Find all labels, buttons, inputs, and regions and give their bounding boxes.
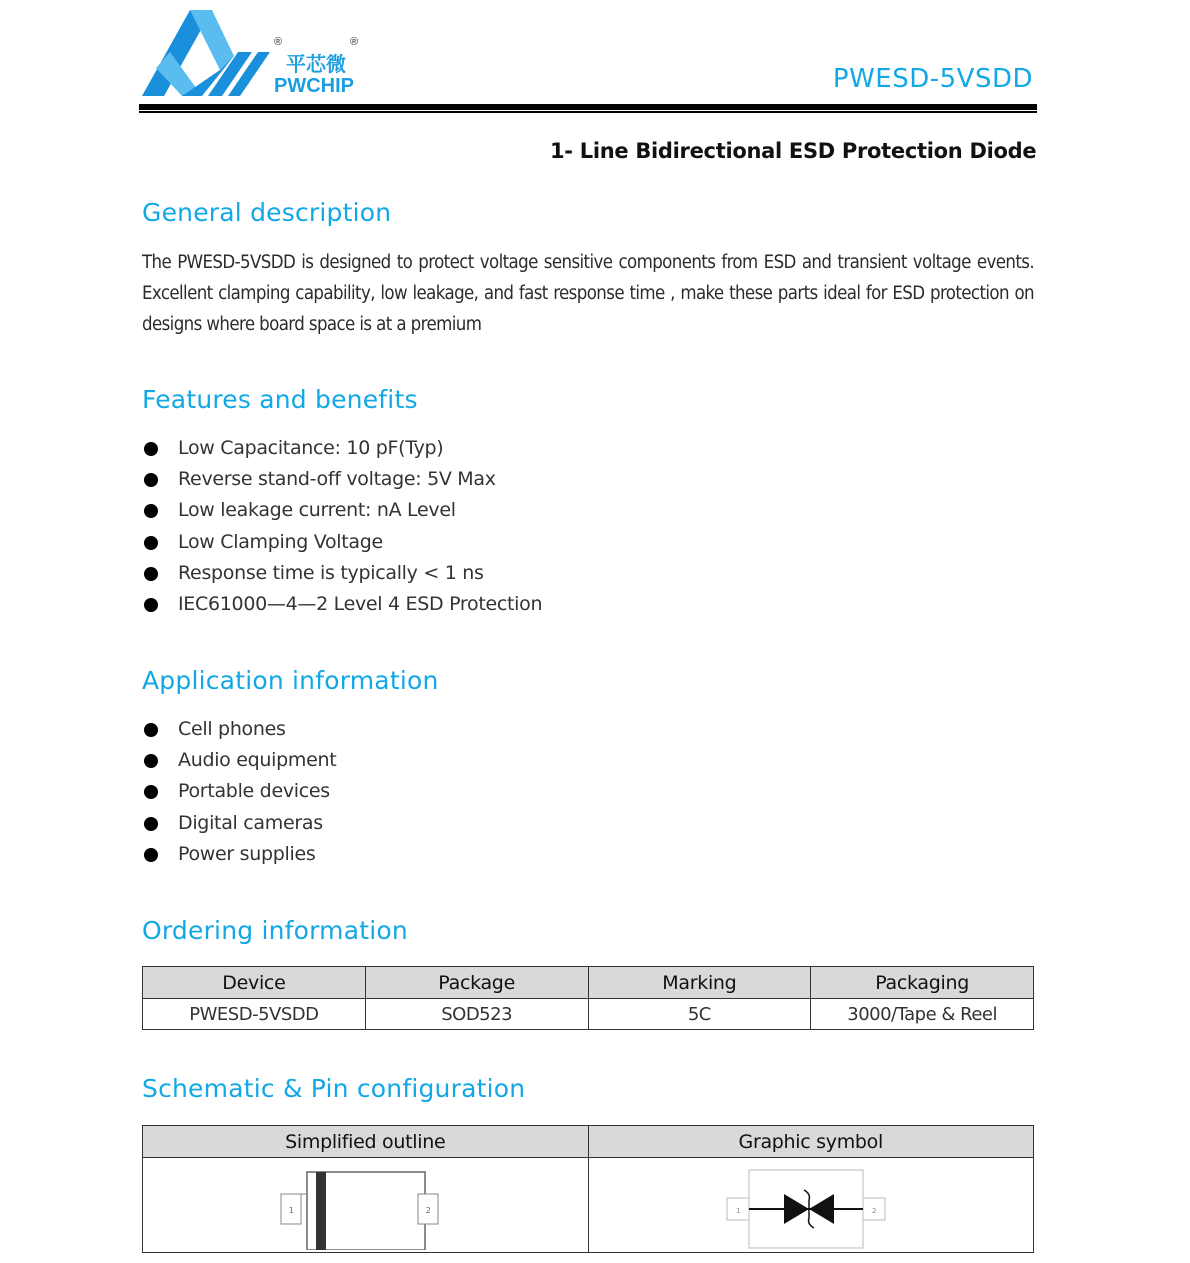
bullet-icon bbox=[144, 567, 158, 581]
cell-package: SOD523 bbox=[365, 999, 588, 1030]
application-item: Portable devices bbox=[142, 776, 336, 807]
package-outline-icon bbox=[265, 1160, 465, 1250]
bullet-icon bbox=[144, 848, 158, 862]
bullet-icon bbox=[144, 754, 158, 768]
application-item: Cell phones bbox=[142, 714, 336, 745]
ordering-table bbox=[142, 966, 1034, 1030]
registered-mark: ® bbox=[350, 36, 359, 48]
general-description-heading: General description bbox=[142, 198, 392, 227]
feature-item: Reverse stand-off voltage: 5V Max bbox=[142, 464, 542, 495]
logo-english-name: PWCHIP bbox=[274, 75, 354, 97]
column-header-outline: Simplified outline bbox=[143, 1126, 589, 1158]
symbol-cell bbox=[588, 1158, 1034, 1253]
feature-item: IEC61000—4—2 Level 4 ESD Protection bbox=[142, 589, 542, 620]
application-item: Digital cameras bbox=[142, 808, 336, 839]
bullet-icon bbox=[144, 536, 158, 550]
schematic-table bbox=[142, 1125, 1034, 1253]
bidirectional-diode-symbol-icon bbox=[711, 1160, 911, 1250]
feature-item: Response time is typically < 1 ns bbox=[142, 558, 542, 589]
bullet-icon bbox=[144, 817, 158, 831]
feature-item: Low Clamping Voltage bbox=[142, 527, 542, 558]
cell-marking: 5C bbox=[588, 999, 811, 1030]
document-subtitle: 1- Line Bidirectional ESD Protection Diode bbox=[550, 139, 1037, 163]
svg-text:2: 2 bbox=[425, 1206, 431, 1215]
company-logo bbox=[142, 8, 372, 100]
column-header-packaging: Packaging bbox=[811, 967, 1034, 999]
column-header-marking: Marking bbox=[588, 967, 811, 999]
table-row bbox=[143, 1158, 1034, 1253]
registered-mark: ® bbox=[274, 36, 283, 48]
application-item: Power supplies bbox=[142, 839, 336, 870]
cell-device: PWESD-5VSDD bbox=[143, 999, 366, 1030]
ordering-heading: Ordering information bbox=[142, 916, 408, 945]
bullet-icon bbox=[144, 504, 158, 518]
column-header-symbol: Graphic symbol bbox=[588, 1126, 1034, 1158]
header-divider-thin bbox=[139, 111, 1037, 113]
outline-cell bbox=[143, 1158, 589, 1253]
cell-packaging: 3000/Tape & Reel bbox=[811, 999, 1034, 1030]
general-description-text: The PWESD-5VSDD is designed to protect voltage sensitive components from ESD and transient voltage events. Excellent clamping capability, low leakage, and fast response time , make these parts ideal for ESD protection on designs where board space is at a premium bbox=[142, 252, 1034, 335]
pwchip-logo-mark-icon bbox=[142, 8, 277, 100]
features-heading: Features and benefits bbox=[142, 385, 418, 414]
features-list bbox=[142, 433, 542, 620]
logo-chinese-name: 平芯微 bbox=[286, 52, 346, 76]
svg-text:1: 1 bbox=[735, 1207, 740, 1215]
part-number-title: PWESD-5VSDD bbox=[832, 64, 1033, 94]
svg-text:1: 1 bbox=[288, 1206, 294, 1215]
header-divider bbox=[139, 104, 1037, 110]
application-heading: Application information bbox=[142, 666, 439, 695]
bullet-icon bbox=[144, 723, 158, 737]
schematic-heading: Schematic & Pin configuration bbox=[142, 1074, 526, 1103]
bullet-icon bbox=[144, 785, 158, 799]
bullet-icon bbox=[144, 598, 158, 612]
bullet-icon bbox=[144, 473, 158, 487]
feature-item: Low leakage current: nA Level bbox=[142, 495, 542, 526]
svg-text:2: 2 bbox=[871, 1207, 876, 1215]
applications-list bbox=[142, 714, 336, 870]
bullet-icon bbox=[144, 442, 158, 456]
column-header-device: Device bbox=[143, 967, 366, 999]
table-header-row bbox=[143, 1126, 1034, 1158]
feature-item: Low Capacitance: 10 pF(Typ) bbox=[142, 433, 542, 464]
table-header-row bbox=[143, 967, 1034, 999]
table-row bbox=[143, 999, 1034, 1030]
application-item: Audio equipment bbox=[142, 745, 336, 776]
column-header-package: Package bbox=[365, 967, 588, 999]
